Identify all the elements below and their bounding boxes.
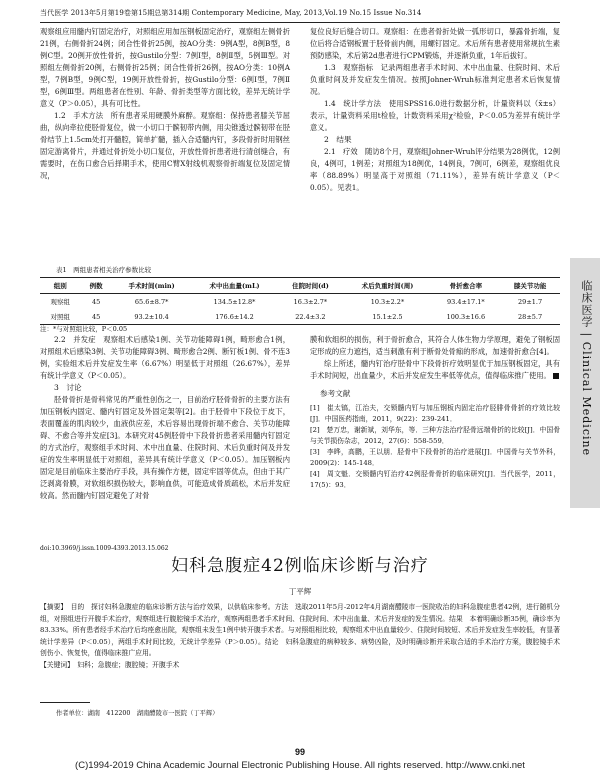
paragraph: 2.1 疗效 随访8个月，观察组Johner-Wruh评分结果为28例优，12例良，4例可，1例差；对照组为18例优，14例良，7例可，6例差，观察组优良率（88.89%）明显高于对照组（71.11%），差异有统计学意义（P＜0.05）。见表1。 (310, 147, 560, 192)
table-cell: 45 (91, 297, 101, 306)
paragraph: 1.2 手术方法 所有患者采用硬膜外麻醉。观察组：保持患者膝关节屈曲，纵向牵拉使胫骨复位，做一小切口于髌韧带内侧，用尖锥透过髌韧带在胫骨结节上1.5cm处打开髓腔，简单扩髓，插入合适髓内钉，多段骨折时用钢丝固定游离骨片，并通过骨折处小切口复位，开放性骨折患者进行清创缝合，有需要时，在伤口愈合后择期手术，使用C臂X射线机观察骨折端复位及固定情况， (40, 111, 290, 180)
reference-item: [2] 楚万忠，谢新斌，刘华东，等．三种方法治疗胫骨远端骨折的比较[J]．中国骨与关节损伤杂志，2012，27(6)：558-559． (310, 426, 560, 445)
end-mark-icon (553, 373, 559, 379)
section-side-tab (570, 258, 600, 508)
table-cell: 29±1.7 (518, 297, 543, 306)
article-abstract (40, 602, 560, 671)
paragraph: 1.3 观察指标 记录两组患者手术时间、术中出血量、住院时间、术后负重时间及并发症发生情况。按照Johner-Wruh标准判定患者术后恢复情况。 (310, 63, 560, 96)
table-header-cell: 术后负重时间(周) (361, 282, 414, 290)
article-author: 丁平辉 (288, 587, 312, 596)
table-header-cell: 例数 (89, 282, 103, 290)
table-header-cell: 骨折愈合率 (449, 282, 483, 290)
table-cell: 22.4±3.2 (295, 312, 326, 321)
paragraph (310, 358, 560, 382)
page-number: 99 (294, 747, 305, 757)
table-row (40, 294, 560, 310)
abstract-text: 【摘要】 目的 探讨妇科急腹症的临床诊断方法与治疗效果，以供临床参考。方法 选取2011年5月-2012年4月湖南醴陵市一医院收治的妇科急腹症患者42例，进行随机分组，对照组进行开腹手术治疗，观察组进行腹腔镜手术治疗，观察两组患者手术时间、住院时间、术中出血量、术后并发症的发生情况。结果 本着明确诊断35例，确诊率为83.33%。所有患者经手术治疗后均痊愈出院，观察组未发生1例中转开腹手术者。与对照组相比较，观察组术中出血量较少、住院时间较短、术后并发症发生率较低，有显著统计学差异（P＜0.05），两组手术时间比较，无统计学差异（P＞0.05）。结论 妇科急腹症的病种较多、病势凶险，及时明确诊断并采取合适的手术治疗方案，腹腔镜手术创伤小、恢复快，值得临床推广应用。 (40, 603, 560, 657)
paragraph: 观察组应用髓内钉固定治疗，对照组应用加压钢板固定治疗，观察组左侧骨折21例，右侧骨折24例；闭合性骨折25例，按AO分类：9例A型，8例B型，8例C型。20例开放性骨折，按Gustilo分型：7例Ⅰ型，8例Ⅱ型，5例Ⅲ型。对照组左侧骨折20例，右侧骨折25例；闭合性骨折26例，按AO分类：10例A型，7例B型，9例C型，19例开放性骨折，按Gustilo分型：6例Ⅰ型，7例Ⅱ型，6例Ⅲ型。两组患者在性别、年龄、骨折类型等方面比较，差异无统计学意义（P＞0.05），具有可比性。 (40, 27, 290, 108)
paragraph: 复位良好后缝合切口。观察组：在患者骨折处做一弧形切口，暴露骨折端，复位后将合适钢板置于胫骨前内侧，用螺钉固定。术后所有患者使用常规抗生素预防感染，术后第2d患者进行CPM锻炼，并逐渐负重，1年后拔钉。 (310, 27, 560, 60)
conclusion-text: 综上所述，髓内钉治疗胫骨中下段骨折疗效明显优于加压钢板固定，具有手术时间短，出血量少，术后并发症发生率低等优点，值得临床推广使用。 (310, 359, 560, 380)
table-caption: 表1 两组患者相关治疗参数比较 (56, 266, 152, 274)
references-heading: 参考文献 (320, 389, 351, 398)
paragraph: 胫骨骨折是骨科常见的严重性创伤之一，目前治疗胫骨骨折的主要方法有加压钢板内固定、髓内钉固定及外固定架等[2]。由于胫骨中下段位于皮下，表面覆盖的肌肉较少，血液供应差，术后容易出现骨折端不愈合、关节功能障碍、不愈合等并发症[3]。本研究对45例胫骨中下段骨折患者采用髓内钉固定的方式治疗，观察组手术时间、术中出血量、住院时间、术后负重时间及并发症的发生率明显低于对照组，差异具有统计学意义（P＜0.05）。加压钢板内固定是目前临床主要治疗手段，具有操作方便，固定牢固等优点，但由于其广泛剥离骨膜，对软组织损伤较大，影响血供，可能造成骨质疏松，术后并发症较高。然而髓内钉固定避免了对骨 (40, 395, 290, 500)
table-header-cell: 膝关节功能 (513, 282, 547, 290)
table-cell: 15.1±2.5 (372, 312, 403, 321)
table-header-cell: 手术时间(min) (128, 282, 175, 290)
footnote-rule (40, 702, 90, 703)
reference-item: [3] 李晔，高鹏，王以朋．胫骨中下段骨折的治疗进展[J]．中国骨与关节外科，2009(2)：145-148． (310, 448, 560, 467)
table-cell: 134.5±12.8* (213, 297, 256, 306)
table-cell: 100.3±16.6 (446, 312, 486, 321)
reference-item: [4] 周文魁．交锁髓内钉治疗42例胫骨骨折的临床研究[J]．当代医学，2011，17(5)：93． (310, 470, 560, 489)
table-header-cell: 组别 (53, 282, 67, 290)
table-cell: 93.4±17.1* (447, 297, 485, 306)
table-row (40, 309, 560, 325)
column-bottom-right (310, 334, 560, 491)
article-title: 妇科急腹症42例临床诊断与治疗 (171, 556, 429, 576)
section-heading: 3 讨论 (54, 383, 82, 392)
table-cell: 176.6±14.2 (215, 312, 254, 321)
results-table (40, 277, 560, 325)
copyright-footer: (C)1994-2019 China Academic Journal Electronic Publishing House. All rights reserved. http://www.cnki.net (75, 760, 525, 771)
keywords: 【关键词】 妇科；急腹症；腹腔镜；开腹手术 (40, 660, 180, 669)
table-cell: 65.6±8.7* (134, 297, 169, 306)
table-cell: 10.3±2.2* (370, 297, 405, 306)
table-note: 注：*与对照组比较，P＜0.05 (40, 325, 128, 333)
column-top-right (310, 26, 560, 194)
header-rule (40, 22, 560, 23)
table-cell: 观察组 (50, 298, 71, 306)
column-bottom-left (40, 334, 290, 502)
table-cell: 93.2±10.4 (134, 312, 169, 321)
paragraph: 膜和软组织的损伤，利于骨折愈合，其符合人体生物力学原理，避免了钢板固定形成的应力遮挡，适当刺激有利于断骨处骨痂的形成，加速骨折愈合[4]。 (310, 335, 560, 356)
paragraph: 2.2 并发症 观察组术后感染1例、关节功能障碍1例，畸形愈合1例，对照组术后感染3例、关节功能障碍3例、畸形愈合2例、断钉板1例、骨不连3例，实验组术后并发症发生率（6.67%）明显低于对照组（26.67%），差异有统计学意义（P＜0.05）。 (40, 335, 290, 380)
table-cell: 45 (91, 312, 101, 321)
table-cell: 16.3±2.7* (293, 297, 328, 306)
table-cell: 对照组 (50, 313, 71, 321)
table-header-cell: 住院时间(d) (292, 282, 329, 290)
doi-line: doi:10.3969/j.issn.1009-4393.2013.15.062 (40, 545, 169, 552)
table-cell: 28±5.7 (518, 312, 543, 321)
table-header-cell: 术中出血量(mL) (209, 282, 260, 290)
table-header-row (40, 278, 560, 294)
section-heading: 2 结果 (324, 135, 352, 144)
side-tab-label: 临床医学 | Clinical Medicine (580, 280, 593, 457)
column-top-left (40, 26, 290, 182)
reference-item: [1] 崔太镐，江治夫，交锁髓内钉与加压钢板内固定治疗胫腓骨骨折的疗效比较[J]．中国医药指南，2011，9(22)：239-241． (310, 404, 560, 423)
running-header: 当代医学 2013年5月第19卷第15期总第314期 Contemporary Medicine, May, 2013,Vol.19 No.15 Issue No.314 (40, 9, 422, 17)
author-affiliation: 作者单位：湖南 412200 湖南醴陵市一医院（丁平辉） (56, 710, 219, 717)
paragraph: 1.4 统计学方法 使用SPSS16.0进行数据分析，计量资料以（x̄±s）表示，计量资料采用t检验，计数资料采用χ²检验，P＜0.05为差异有统计学意义。 (310, 99, 560, 132)
